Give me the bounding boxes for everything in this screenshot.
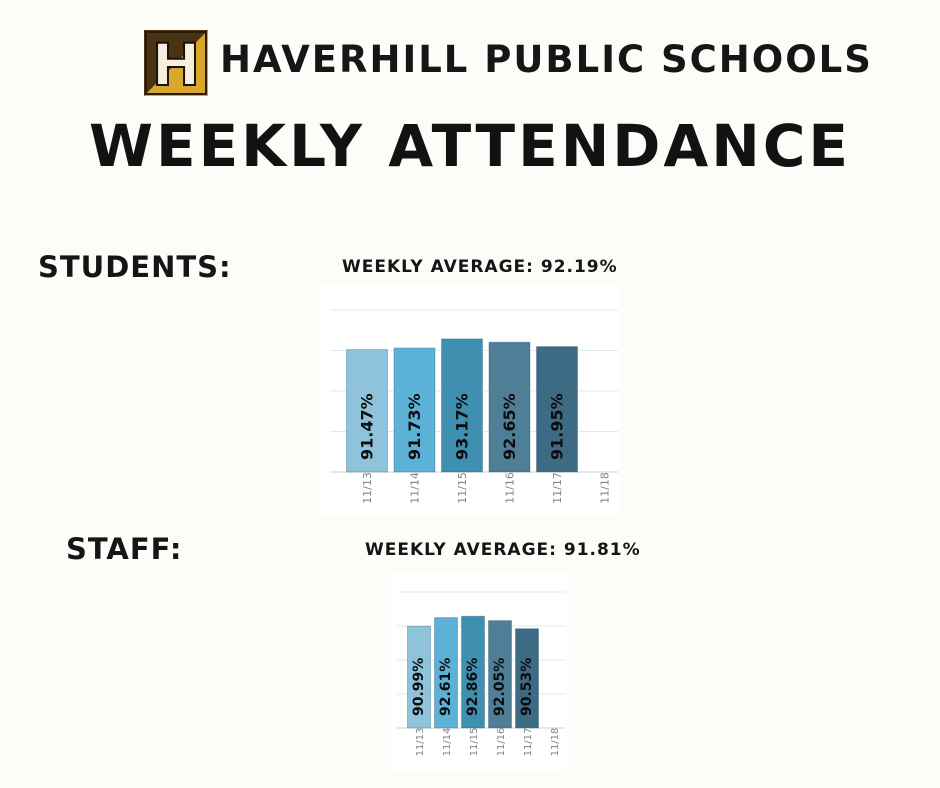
- x-tick-label: 11/16: [503, 472, 517, 504]
- data-label: 92.61%: [438, 657, 454, 716]
- data-label: 92.65%: [500, 393, 519, 460]
- staff-label: STAFF:: [66, 532, 183, 566]
- x-tick-label: 11/17: [523, 727, 534, 757]
- data-label: 91.73%: [405, 393, 424, 460]
- data-label: 93.17%: [452, 393, 472, 460]
- x-tick-label: 11/13: [361, 472, 374, 504]
- x-tick-label: 11/13: [415, 727, 426, 757]
- school-name: HAVERHILL PUBLIC SCHOOLS: [220, 38, 873, 81]
- data-label: 90.99%: [411, 657, 427, 716]
- x-tick-label: 11/15: [456, 472, 469, 504]
- students-average: WEEKLY AVERAGE: 92.19%: [342, 257, 618, 277]
- staff-chart: [391, 572, 567, 770]
- page-title: WEEKLY ATTENDANCE: [88, 112, 852, 180]
- data-label: 90.53%: [519, 657, 535, 716]
- data-label: 92.05%: [492, 657, 508, 716]
- students-chart: [320, 286, 620, 514]
- x-tick-label: 11/14: [442, 727, 453, 757]
- x-tick-label: 11/14: [408, 472, 422, 504]
- x-tick-label: 11/18: [550, 727, 561, 757]
- school-logo: [144, 30, 208, 96]
- students-label: STUDENTS:: [38, 250, 232, 284]
- x-tick-label: 11/15: [469, 727, 480, 757]
- staff-chart-box: [391, 572, 567, 770]
- data-label: 91.47%: [357, 393, 377, 460]
- x-tick-label: 11/17: [551, 472, 564, 504]
- data-label: 92.86%: [465, 657, 481, 716]
- logo-letter: H: [151, 31, 201, 96]
- students-chart-box: [320, 286, 620, 514]
- x-tick-label: 11/16: [496, 727, 507, 757]
- data-label: 91.95%: [547, 393, 567, 460]
- header: [0, 0, 940, 200]
- staff-average: WEEKLY AVERAGE: 91.81%: [365, 540, 641, 560]
- x-tick-label: 11/18: [598, 472, 612, 504]
